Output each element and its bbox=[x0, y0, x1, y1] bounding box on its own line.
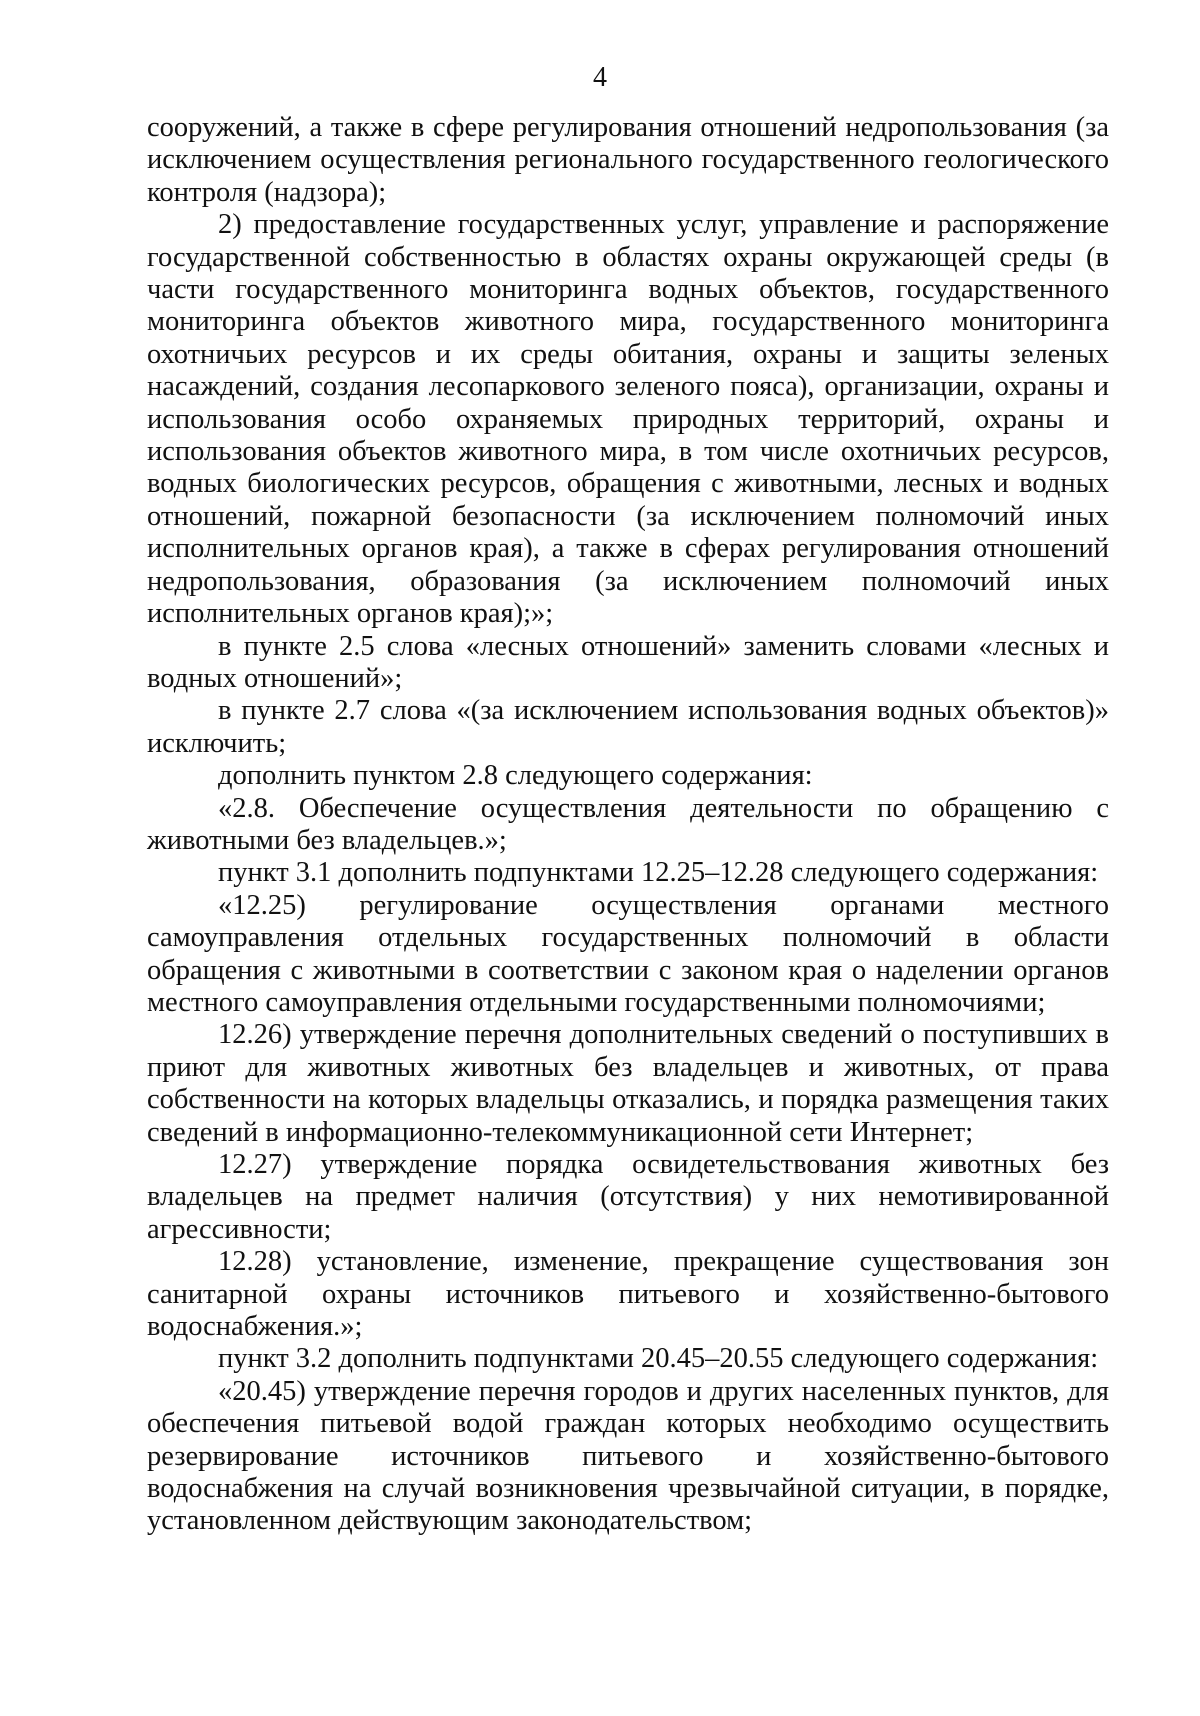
paragraph-7: пункт 3.1 дополнить подпунктами 12.25–12.28 следующего содержания: bbox=[218, 857, 1099, 889]
paragraph-12: пункт 3.2 дополнить подпунктами 20.45–20.55 следующего содержания: bbox=[218, 1343, 1099, 1375]
paragraph-10: 12.27) утверждение порядка освидетельствования животных без владельцев на предмет наличия (отсутствия) у них немотивированной агрессивности; bbox=[147, 1149, 1109, 1245]
paragraph-4: в пункте 2.7 слова «(за исключением использования водных объектов)» исключить; bbox=[147, 695, 1109, 759]
paragraph-1: сооружений, а также в сфере регулирования отношений недропользования (за исключением осуществления регионального государственного геологического контроля (надзора); bbox=[147, 112, 1109, 208]
paragraph-5: дополнить пунктом 2.8 следующего содержания: bbox=[218, 760, 813, 792]
document-body bbox=[147, 112, 1109, 1538]
paragraph-2: 2) предоставление государственных услуг, управление и распоряжение государственной собственностью в областях охраны окружающей среды (в части государственного мониторинга водных объектов, государственного мониторинга объектов животного мира, государственного мониторинга охотничьих ресурсов и их среды обитания, охраны и защиты зеленых насаждений, создания лесопаркового зеленого пояса), организации, охраны и использования особо охраняемых природных территорий, охраны и использования объектов животного мира, в том числе охотничьих ресурсов, водных биологических ресурсов, обращения с животными, лесных и водных отношений, пожарной безопасности (за исключением полномочий иных исполнительных органов края), а также в сферах регулирования отношений недропользования, образования (за исключением полномочий иных исполнительных органов края);»; bbox=[147, 209, 1109, 630]
paragraph-9: 12.26) утверждение перечня дополнительных сведений о поступивших в приют для животных животных без владельцев и животных, от права собственности на которых владельцы отказались, и порядка размещения таких сведений в информационно-телекоммуникационной сети Интернет; bbox=[147, 1019, 1109, 1148]
paragraph-13: «20.45) утверждение перечня городов и других населенных пунктов, для обеспечения питьевой водой граждан которых необходимо осуществить резервирование источников питьевого и хозяйственно-бытового водоснабжения на случай возникновения чрезвычайной ситуации, в порядке, установленном действующим законодательством; bbox=[147, 1375, 1109, 1537]
page-number: 4 bbox=[593, 62, 607, 93]
paragraph-3: в пункте 2.5 слова «лесных отношений» заменить словами «лесных и водных отношений»; bbox=[147, 630, 1109, 694]
paragraph-8: «12.25) регулирование осуществления органами местного самоуправления отдельных государственных полномочий в области обращения с животными в соответствии с законом края о наделении органов местного самоуправления отдельными государственными полномочиями; bbox=[147, 889, 1109, 1018]
paragraph-11: 12.28) установление, изменение, прекращение существования зон санитарной охраны источников питьевого и хозяйственно-бытового водоснабжения.»; bbox=[147, 1246, 1109, 1343]
paragraph-6: «2.8. Обеспечение осуществления деятельности по обращению с животными без владельцев.»; bbox=[147, 792, 1109, 856]
